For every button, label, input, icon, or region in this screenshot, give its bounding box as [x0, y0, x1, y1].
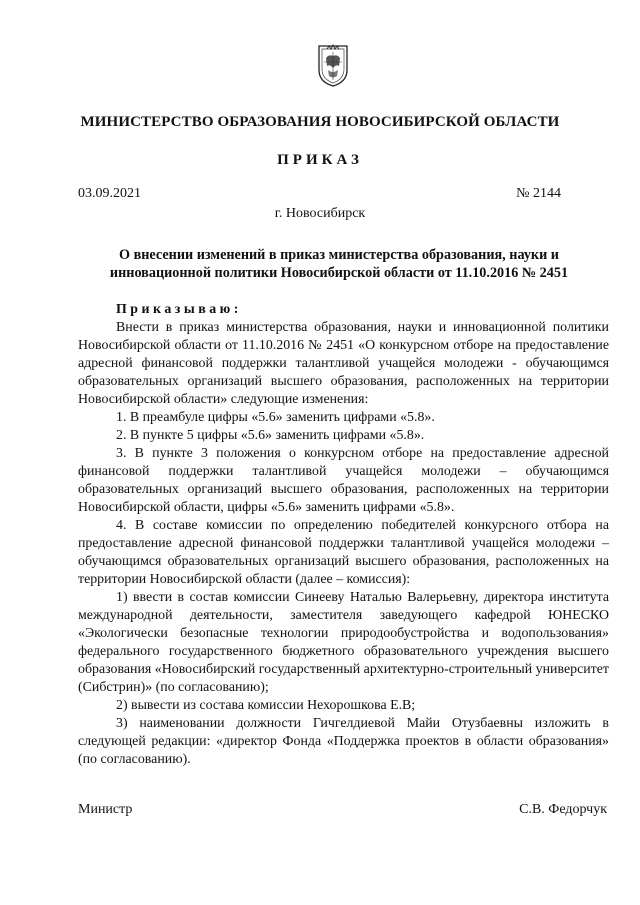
body-paragraph: Внести в приказ министерства образования, науки и инновационной политики Новосибирской области от 11.10.2016 № 2451 «О конкурсном отборе на предоставление адресной финансовой поддержки талантливой учащейся молодежи - обучающимся образовательных организаций высшего образования, расположенных на территории Новосибирской области» следующие изменения:: [78, 320, 609, 407]
order-body: [78, 301, 609, 769]
order-word: Приказываю:: [116, 302, 242, 317]
body-paragraph: 3) наименовании должности Гичгелдиевой Майи Отузбаевны изложить в следующей редакции: «директор Фонда «Поддержка проектов в области образования» (по согласованию).: [78, 716, 609, 767]
signer-name: С.В. Федорчук: [519, 802, 607, 817]
document-type: ПРИКАЗ: [277, 152, 363, 168]
city: г. Новосибирск: [274, 206, 366, 221]
order-date: 03.09.2021: [78, 186, 141, 201]
body-paragraph: 2) вывести из состава комиссии Нехорошкова Е.В;: [116, 698, 416, 713]
body-paragraph: 3. В пункте 3 положения о конкурсном отборе на предоставление адресной финансовой поддержки талантливой учащейся молодежи – обучающимся образовательных организаций высшего образования, расположенных на территории Новосибирской области, цифры «5.6» заменить цифрами «5.8».: [78, 446, 609, 515]
signer-title: Министр: [78, 802, 133, 817]
body-paragraph: 1. В преамбуле цифры «5.6» заменить цифрами «5.8».: [116, 410, 435, 425]
coat-of-arms-icon: [316, 44, 350, 88]
body-paragraph: 1) ввести в состав комиссии Синееву Наталью Валерьевну, директора института международной деятельности, заместителя заведующего кафедрой ЮНЕСКО «Экологически безопасные технологии природообустройства и водопользования» федерального государственного бюджетного образовательного учреждения высшего образования «Новосибирский государственный архитектурно-строительный университет (Сибстрин)» (по согласованию);: [78, 590, 609, 695]
body-paragraph: 2. В пункте 5 цифры «5.6» заменить цифрами «5.8».: [116, 428, 425, 443]
ministry-name: МИНИСТЕРСТВО ОБРАЗОВАНИЯ НОВОСИБИРСКОЙ ОБЛАСТИ: [80, 114, 560, 130]
order-number: № 2144: [516, 186, 561, 201]
order-word-paragraph: [78, 301, 609, 319]
body-paragraph: 4. В составе комиссии по определению победителей конкурсного отбора на предоставление адресной финансовой поддержки талантливой учащейся молодежи – обучающимся образовательных организаций высшего образования, расположенных на территории Новосибирской области (далее – комиссия):: [78, 518, 609, 587]
order-subject: О внесении изменений в приказ министерства образования, науки и инновационной политики Новосибирской области от 11.10.2016 № 2451: [109, 247, 569, 281]
